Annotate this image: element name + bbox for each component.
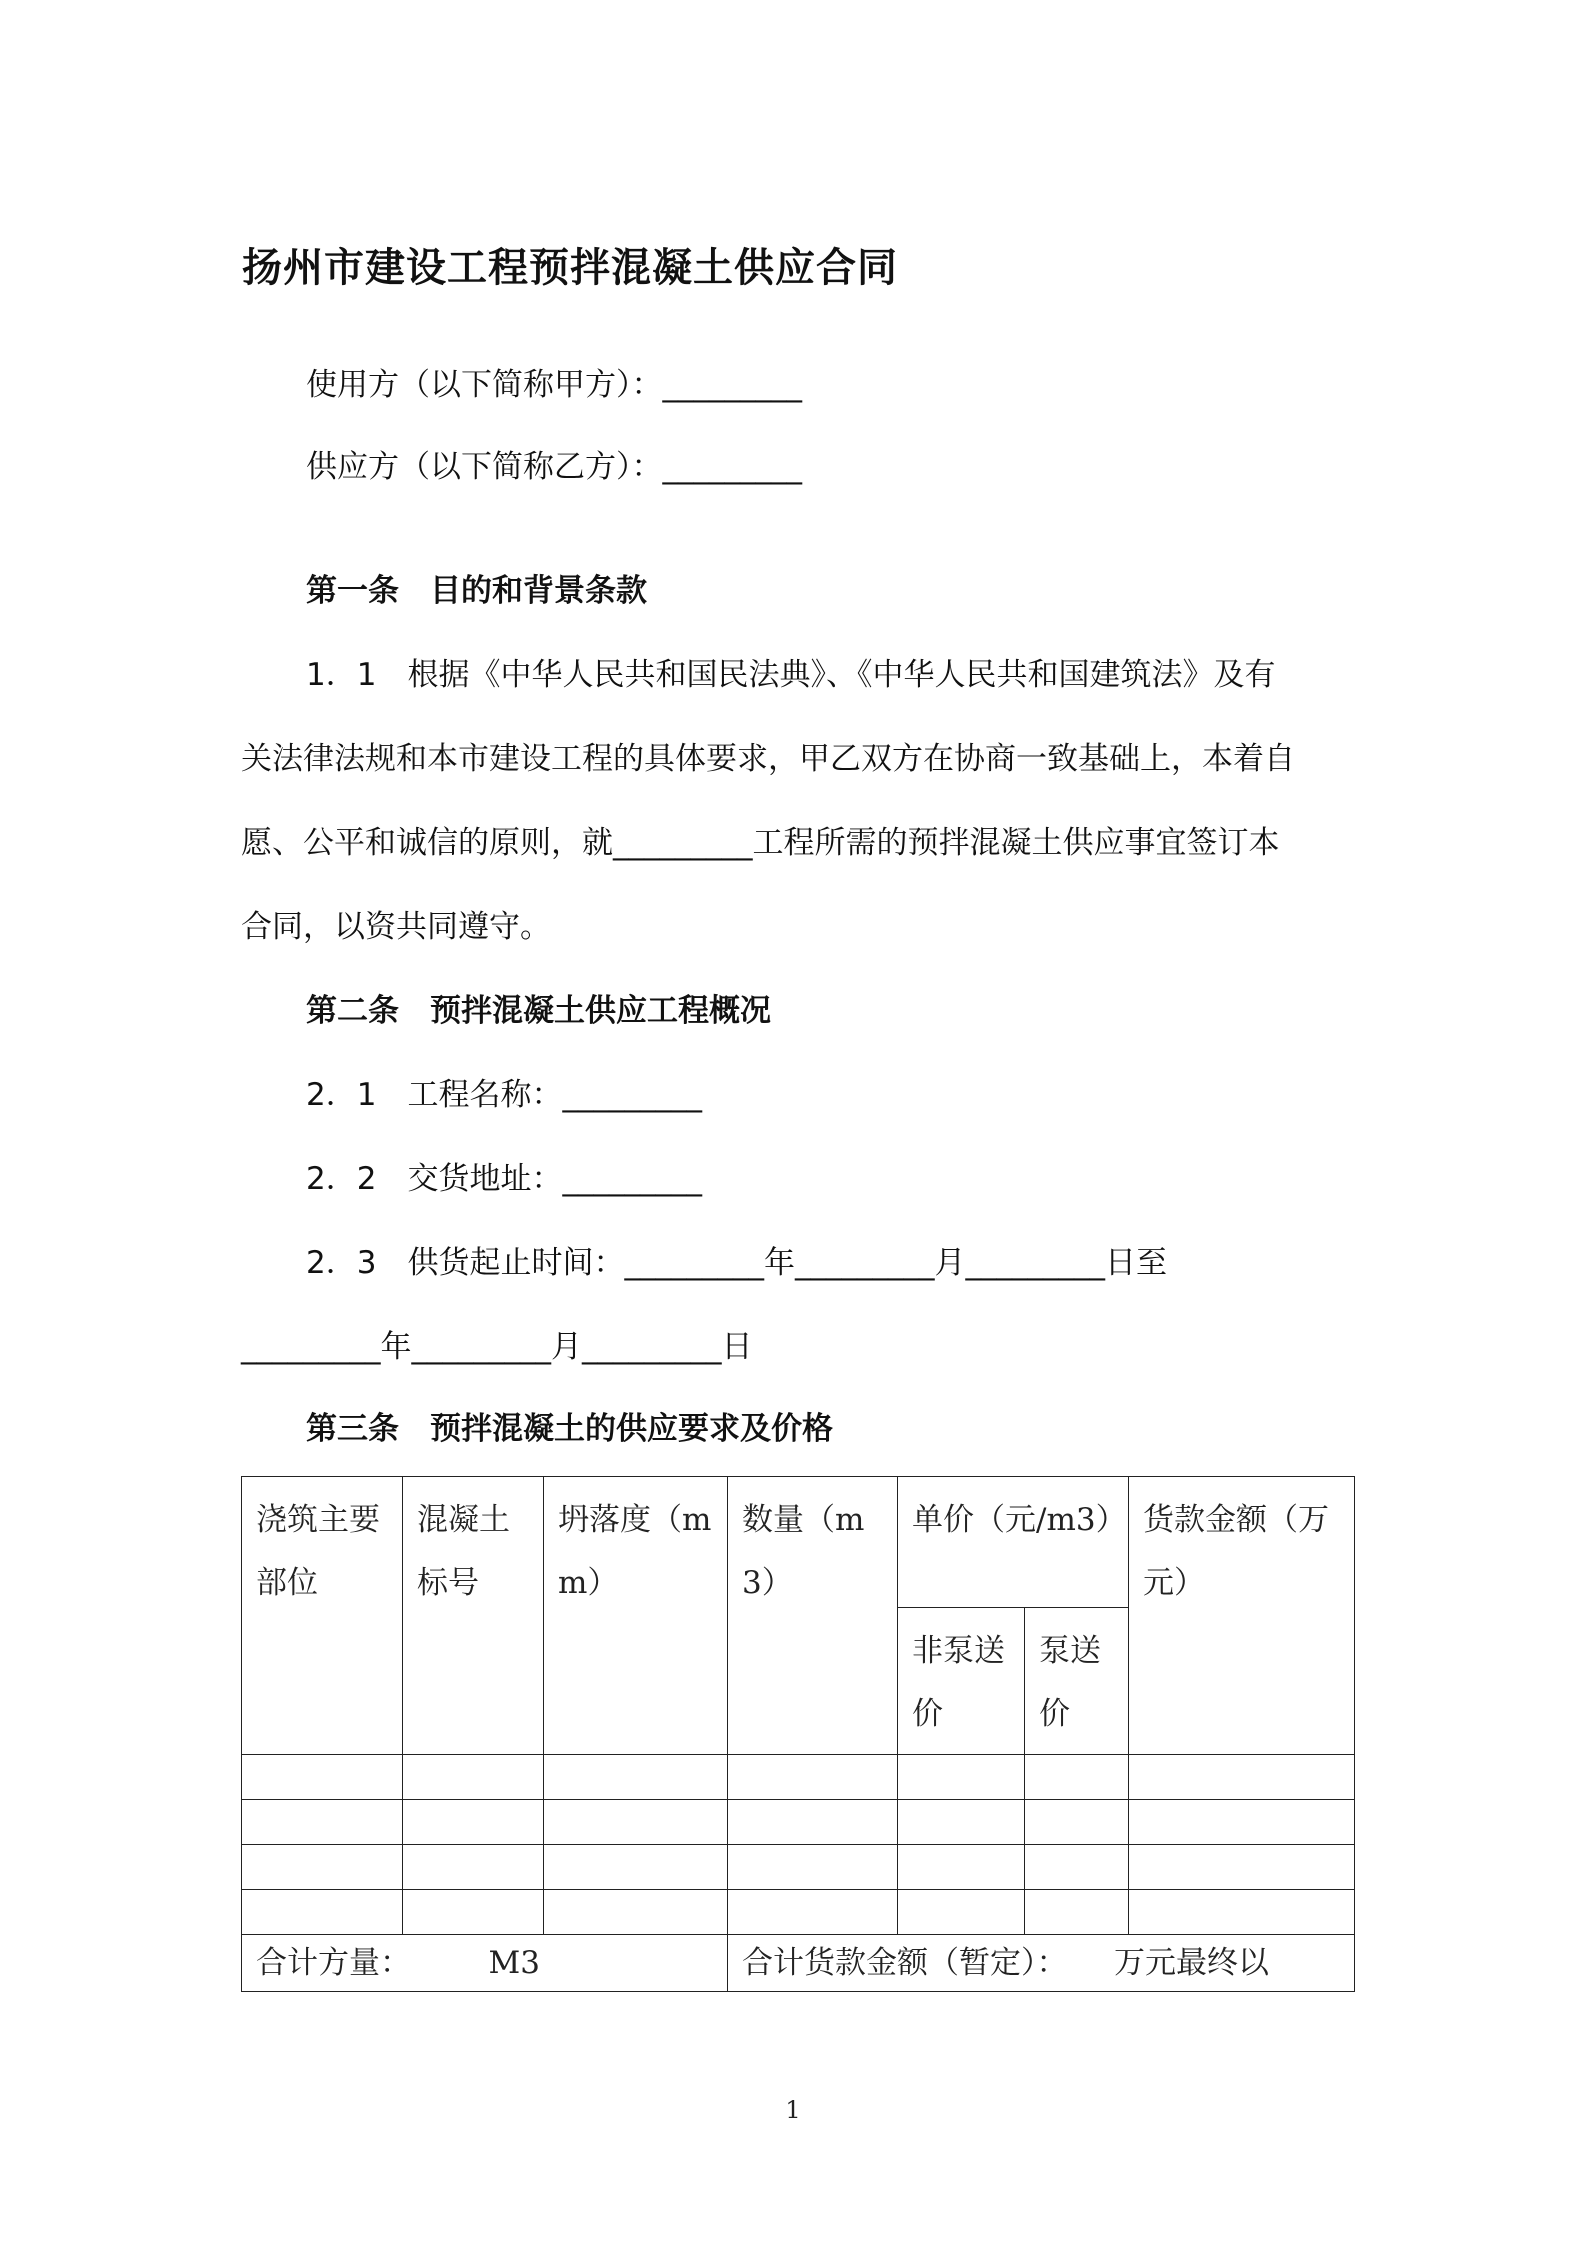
article-2-item-3-line-1: 2．3 供货起止时间：_________年_________月_________日至 bbox=[306, 1245, 1167, 1281]
article-1-para-line-1: 1．1 根据《中华人民共和国民法典》、《中华人民共和国建筑法》及有 bbox=[306, 657, 1276, 693]
document-title: 扬州市建设工程预拌混凝土供应合同 bbox=[242, 245, 898, 291]
header-concrete-grade: 混凝土标号 bbox=[403, 1477, 544, 1755]
party-user: 使用方（以下简称甲方）：_________ bbox=[306, 367, 802, 403]
header-amount: 货款金额（万元） bbox=[1129, 1477, 1355, 1755]
article-1-para-line-2: 关法律法规和本市建设工程的具体要求，甲乙双方在协商一致基础上，本着自 bbox=[241, 741, 1295, 777]
article-1-para-line-3: 愿、公平和诚信的原则，就_________工程所需的预拌混凝土供应事宜签订本 bbox=[241, 825, 1280, 861]
table-cell bbox=[544, 1890, 728, 1935]
table-cell bbox=[403, 1755, 544, 1800]
table-cell bbox=[1025, 1800, 1129, 1845]
table-cell bbox=[403, 1800, 544, 1845]
table-cell bbox=[544, 1800, 728, 1845]
header-slump: 坍落度（mm） bbox=[544, 1477, 728, 1755]
party-supplier: 供应方（以下简称乙方）：_________ bbox=[306, 449, 802, 485]
total-amount-cell: 合计货款金额（暂定）： 万元最终以 bbox=[728, 1935, 1355, 1992]
table-cell bbox=[1025, 1890, 1129, 1935]
table-cell bbox=[242, 1800, 403, 1845]
article-1-para-line-4: 合同，以资共同遵守。 bbox=[241, 909, 551, 945]
total-quantity-cell: 合计方量： M3 bbox=[242, 1935, 728, 1992]
supply-price-table bbox=[241, 1476, 1355, 1992]
table-cell bbox=[728, 1755, 898, 1800]
table-cell bbox=[403, 1845, 544, 1890]
table-cell bbox=[1129, 1845, 1355, 1890]
table-cell bbox=[1129, 1890, 1355, 1935]
table-cell bbox=[728, 1800, 898, 1845]
table-row bbox=[242, 1800, 1355, 1845]
table-cell bbox=[1129, 1755, 1355, 1800]
article-2-item-1: 2．1 工程名称：_________ bbox=[306, 1077, 702, 1113]
article-1-heading: 第一条 目的和背景条款 bbox=[306, 573, 647, 609]
header-unit-price: 单价（元/m3） bbox=[898, 1477, 1129, 1608]
header-quantity: 数量（m3） bbox=[728, 1477, 898, 1755]
table-cell bbox=[544, 1755, 728, 1800]
table-row bbox=[242, 1890, 1355, 1935]
table-cell bbox=[242, 1845, 403, 1890]
table-cell bbox=[898, 1845, 1025, 1890]
article-2-heading: 第二条 预拌混凝土供应工程概况 bbox=[306, 993, 771, 1029]
table-cell bbox=[544, 1845, 728, 1890]
header-non-pump-price: 非泵送价 bbox=[898, 1608, 1025, 1755]
table-cell bbox=[242, 1890, 403, 1935]
table-cell bbox=[1025, 1755, 1129, 1800]
table-cell bbox=[728, 1890, 898, 1935]
article-2-item-2: 2．2 交货地址：_________ bbox=[306, 1161, 702, 1197]
article-2-item-3-line-2: _________年_________月_________日 bbox=[241, 1329, 753, 1365]
table-cell bbox=[1025, 1845, 1129, 1890]
table-cell bbox=[898, 1800, 1025, 1845]
table-row bbox=[242, 1755, 1355, 1800]
table-cell bbox=[1129, 1800, 1355, 1845]
table-cell bbox=[898, 1890, 1025, 1935]
table-cell bbox=[403, 1890, 544, 1935]
table-row bbox=[242, 1845, 1355, 1890]
article-3-heading: 第三条 预拌混凝土的供应要求及价格 bbox=[306, 1411, 833, 1447]
table-cell bbox=[728, 1845, 898, 1890]
page-number: 1 bbox=[785, 2096, 801, 2124]
header-pump-price: 泵送价 bbox=[1025, 1608, 1129, 1755]
table-cell bbox=[898, 1755, 1025, 1800]
table-cell bbox=[242, 1755, 403, 1800]
header-pour-part: 浇筑主要部位 bbox=[242, 1477, 403, 1755]
